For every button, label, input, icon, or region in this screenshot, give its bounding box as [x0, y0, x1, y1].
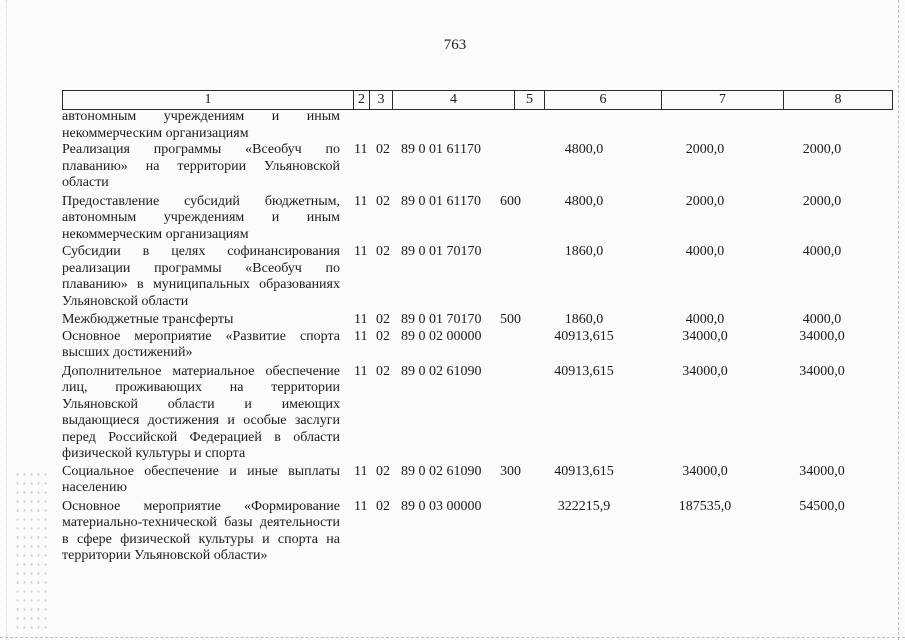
column-header-4: 4 — [393, 91, 515, 110]
column-header-row — [63, 91, 893, 110]
amount-col-6: 40913,615 — [554, 363, 614, 379]
subsection-code: 02 — [376, 244, 390, 259]
column-header-2: 2 — [354, 91, 370, 110]
scan-edge-right — [896, 0, 899, 640]
row-description: Субсидии в целях софинансирования реализации программы «Всеобуч по плаванию» в муниципальных образованиях Ульяновской области — [62, 244, 340, 309]
amount-col-8: 4000,0 — [802, 244, 842, 259]
amount-col-6: 40913,615 — [554, 463, 614, 479]
subsection-code: 02 — [376, 142, 390, 157]
column-header-5: 5 — [515, 91, 545, 110]
target-article-code: 89 0 03 00000 — [401, 498, 482, 514]
table-row — [62, 194, 852, 244]
row-description: автономным учреждениям и иным некоммерческим организациям — [62, 109, 340, 141]
subsection-code: 02 — [376, 328, 390, 344]
row-description: Основное мероприятие «Развитие спорта высших достижений» — [62, 328, 340, 360]
target-article-code: 89 0 02 61090 — [401, 363, 482, 379]
row-description: Реализация программы «Всеобуч по плаванию» на территории Ульяновской области — [62, 142, 340, 190]
amount-col-8: 2000,0 — [802, 142, 842, 157]
table-row — [62, 244, 852, 310]
amount-col-7: 34000,0 — [682, 463, 728, 479]
amount-col-7: 2000,0 — [685, 142, 725, 157]
table-row — [62, 329, 852, 362]
section-code: 11 — [354, 328, 368, 344]
row-description: Основное мероприятие «Формирование материально-технической базы деятельности в сфере физической культуры и спорта на территории Ульяновской области» — [62, 498, 340, 563]
column-header-1: 1 — [63, 91, 354, 110]
budget-table-body — [62, 110, 852, 565]
target-article-code: 89 0 02 61090 — [401, 463, 482, 479]
expense-type-code: 500 — [500, 312, 521, 327]
section-code: 11 — [354, 312, 368, 327]
amount-col-6: 4800,0 — [564, 193, 604, 209]
amount-col-8: 54500,0 — [799, 498, 845, 514]
table-row — [62, 464, 852, 497]
column-header-7: 7 — [662, 91, 784, 110]
amount-col-7: 2000,0 — [685, 193, 725, 209]
amount-col-6: 1860,0 — [564, 312, 604, 327]
section-code: 11 — [354, 463, 368, 479]
subsection-code: 02 — [376, 463, 390, 479]
amount-col-8: 2000,0 — [802, 193, 842, 209]
target-article-code: 89 0 01 70170 — [401, 244, 482, 259]
subsection-code: 02 — [376, 363, 390, 379]
target-article-code: 89 0 01 61170 — [401, 142, 481, 157]
scan-edge-left — [6, 0, 9, 640]
column-header-3: 3 — [370, 91, 393, 110]
subsection-code: 02 — [376, 312, 390, 327]
row-description: Дополнительное материальное обеспечение лиц, проживающих на территории Ульяновской области и имеющих выдающиеся достижения и особые заслуги перед Российской Федерацией в области физической культуры и спорта — [62, 363, 340, 461]
amount-col-6: 40913,615 — [554, 328, 614, 344]
column-header-8: 8 — [784, 91, 893, 110]
amount-col-7: 34000,0 — [682, 328, 728, 344]
amount-col-6: 1860,0 — [564, 244, 604, 259]
amount-col-8: 34000,0 — [799, 363, 845, 379]
row-description: Предоставление субсидий бюджетным, автономным учреждениям и иным некоммерческим организациям — [62, 193, 340, 242]
amount-col-6: 4800,0 — [564, 142, 604, 157]
amount-col-8: 34000,0 — [799, 463, 845, 479]
page-number: 763 — [443, 37, 467, 53]
table-row — [62, 364, 852, 463]
section-code: 11 — [354, 142, 368, 157]
table-row — [62, 312, 852, 329]
amount-col-7: 4000,0 — [685, 244, 725, 259]
target-article-code: 89 0 02 00000 — [401, 328, 482, 344]
section-code: 11 — [354, 193, 368, 209]
section-code: 11 — [354, 363, 368, 379]
table-row — [62, 109, 852, 142]
expense-type-code: 600 — [500, 193, 521, 209]
column-header-table — [62, 90, 893, 110]
target-article-code: 89 0 01 61170 — [401, 193, 481, 209]
table-row — [62, 499, 852, 565]
subsection-code: 02 — [376, 193, 390, 209]
target-article-code: 89 0 01 70170 — [401, 312, 482, 327]
expense-type-code: 300 — [500, 463, 521, 479]
section-code: 11 — [354, 244, 368, 259]
subsection-code: 02 — [376, 498, 390, 514]
scan-edge-bottom — [0, 634, 905, 638]
section-code: 11 — [354, 498, 368, 514]
row-description: Социальное обеспечение и иные выплаты населению — [62, 463, 340, 495]
amount-col-8: 4000,0 — [802, 312, 842, 327]
amount-col-8: 34000,0 — [799, 328, 845, 344]
row-description: Межбюджетные трансферты — [62, 312, 234, 327]
amount-col-7: 34000,0 — [682, 363, 728, 379]
table-row — [62, 142, 852, 192]
amount-col-7: 187535,0 — [678, 498, 732, 514]
amount-col-6: 322215,9 — [557, 498, 611, 514]
amount-col-7: 4000,0 — [685, 312, 725, 327]
column-header-6: 6 — [545, 91, 662, 110]
scan-speckle — [14, 470, 50, 630]
